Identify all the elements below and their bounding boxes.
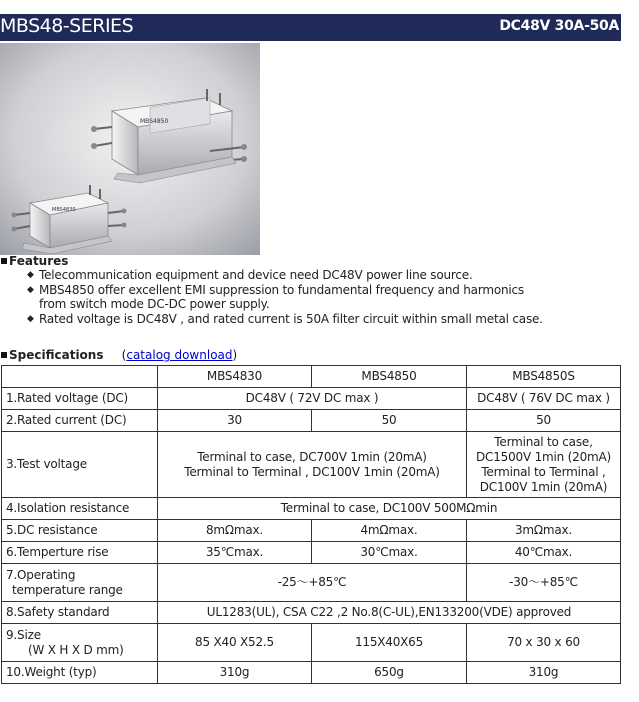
cell-value: 115X40X65 bbox=[312, 624, 467, 662]
cell-value: DC48V ( 76V DC max ) bbox=[467, 388, 621, 410]
cell-value: -25～+85℃ bbox=[158, 564, 467, 602]
catalog-download-link[interactable]: catalog download bbox=[126, 348, 233, 362]
cell-value: Terminal to case, DC700V 1min (20mA) Terminal to Terminal , DC100V 1min (20mA) bbox=[158, 432, 467, 498]
table-row bbox=[2, 388, 621, 410]
row-label: 7.Operating temperature range bbox=[2, 564, 158, 602]
diamond-bullet-icon: ◆ bbox=[27, 284, 34, 295]
svg-text:MBS4830: MBS4830 bbox=[52, 207, 76, 213]
cell-value: 4mΩmax. bbox=[312, 520, 467, 542]
row-label: 4.Isolation resistance bbox=[2, 498, 158, 520]
cell-value: 85 X40 X52.5 bbox=[158, 624, 312, 662]
square-bullet-icon bbox=[1, 258, 7, 264]
cell-value: 35℃max. bbox=[158, 542, 312, 564]
svg-text:MBS4850: MBS4850 bbox=[140, 118, 169, 125]
list-item: ◆ Rated voltage is DC48V , and rated current is 50A filter circuit within small metal case. bbox=[27, 312, 543, 327]
cell-value: 40℃max. bbox=[467, 542, 621, 564]
row-label: 10.Weight (typ) bbox=[2, 662, 158, 684]
cell-value: Terminal to case, DC100V 500MΩmin bbox=[158, 498, 621, 520]
cell-value: -30～+85℃ bbox=[467, 564, 621, 602]
cell-value: 30 bbox=[158, 410, 312, 432]
row-label: 5.DC resistance bbox=[2, 520, 158, 542]
cell-value: Terminal to case, DC1500V 1min (20mA) Terminal to Terminal , DC100V 1min (20mA) bbox=[467, 432, 621, 498]
cell-value: DC48V ( 72V DC max ) bbox=[158, 388, 467, 410]
specifications-table bbox=[1, 365, 621, 684]
list-item: ◆ Telecommunication equipment and device need DC48V power line source. bbox=[27, 268, 473, 282]
header-blank bbox=[2, 366, 158, 388]
title-bar bbox=[0, 14, 621, 41]
cell-value: 50 bbox=[467, 410, 621, 432]
column-header: MBS4830 bbox=[158, 366, 312, 388]
column-header: MBS4850S bbox=[467, 366, 621, 388]
cell-value: 310g bbox=[158, 662, 312, 684]
product-photo bbox=[0, 43, 260, 255]
cell-value: 3mΩmax. bbox=[467, 520, 621, 542]
row-label: 3.Test voltage bbox=[2, 432, 158, 498]
catalog-link-wrapper: (catalog download) bbox=[121, 348, 238, 362]
row-label: 9.Size (W X H X D mm) bbox=[2, 624, 158, 662]
series-rating: DC48V 30A-50A bbox=[499, 18, 619, 34]
table-row bbox=[2, 662, 621, 684]
cell-value: 50 bbox=[312, 410, 467, 432]
row-label: 6.Temperture rise bbox=[2, 542, 158, 564]
features-heading: Features bbox=[1, 254, 68, 268]
row-label: 2.Rated current (DC) bbox=[2, 410, 158, 432]
cell-value: 30℃max. bbox=[312, 542, 467, 564]
table-row bbox=[2, 432, 621, 498]
cell-value: 650g bbox=[312, 662, 467, 684]
table-row bbox=[2, 542, 621, 564]
table-row bbox=[2, 564, 621, 602]
column-header: MBS4850 bbox=[312, 366, 467, 388]
specifications-heading: Specifications (catalog download) bbox=[1, 348, 237, 362]
list-item-continuation: from switch mode DC-DC power supply. bbox=[39, 297, 270, 312]
diamond-bullet-icon: ◆ bbox=[27, 270, 34, 280]
cell-value: 310g bbox=[467, 662, 621, 684]
diamond-bullet-icon: ◆ bbox=[27, 314, 34, 325]
table-row bbox=[2, 410, 621, 432]
row-label: 8.Safety standard bbox=[2, 602, 158, 624]
cell-value: 8mΩmax. bbox=[158, 520, 312, 542]
series-title: MBS48-SERIES bbox=[0, 15, 134, 37]
cell-value: UL1283(UL), CSA C22 ,2 No.8(C-UL),EN133200(VDE) approved bbox=[158, 602, 621, 624]
table-row bbox=[2, 520, 621, 542]
table-row bbox=[2, 498, 621, 520]
table-row bbox=[2, 602, 621, 624]
features-list bbox=[25, 268, 625, 327]
list-item: ◆ MBS4850 offer excellent EMI suppression to fundamental frequency and harmonics bbox=[27, 282, 524, 297]
cell-value: 70 x 30 x 60 bbox=[467, 624, 621, 662]
table-row bbox=[2, 624, 621, 662]
table-header-row bbox=[2, 366, 621, 388]
square-bullet-icon bbox=[1, 352, 7, 358]
row-label: 1.Rated voltage (DC) bbox=[2, 388, 158, 410]
